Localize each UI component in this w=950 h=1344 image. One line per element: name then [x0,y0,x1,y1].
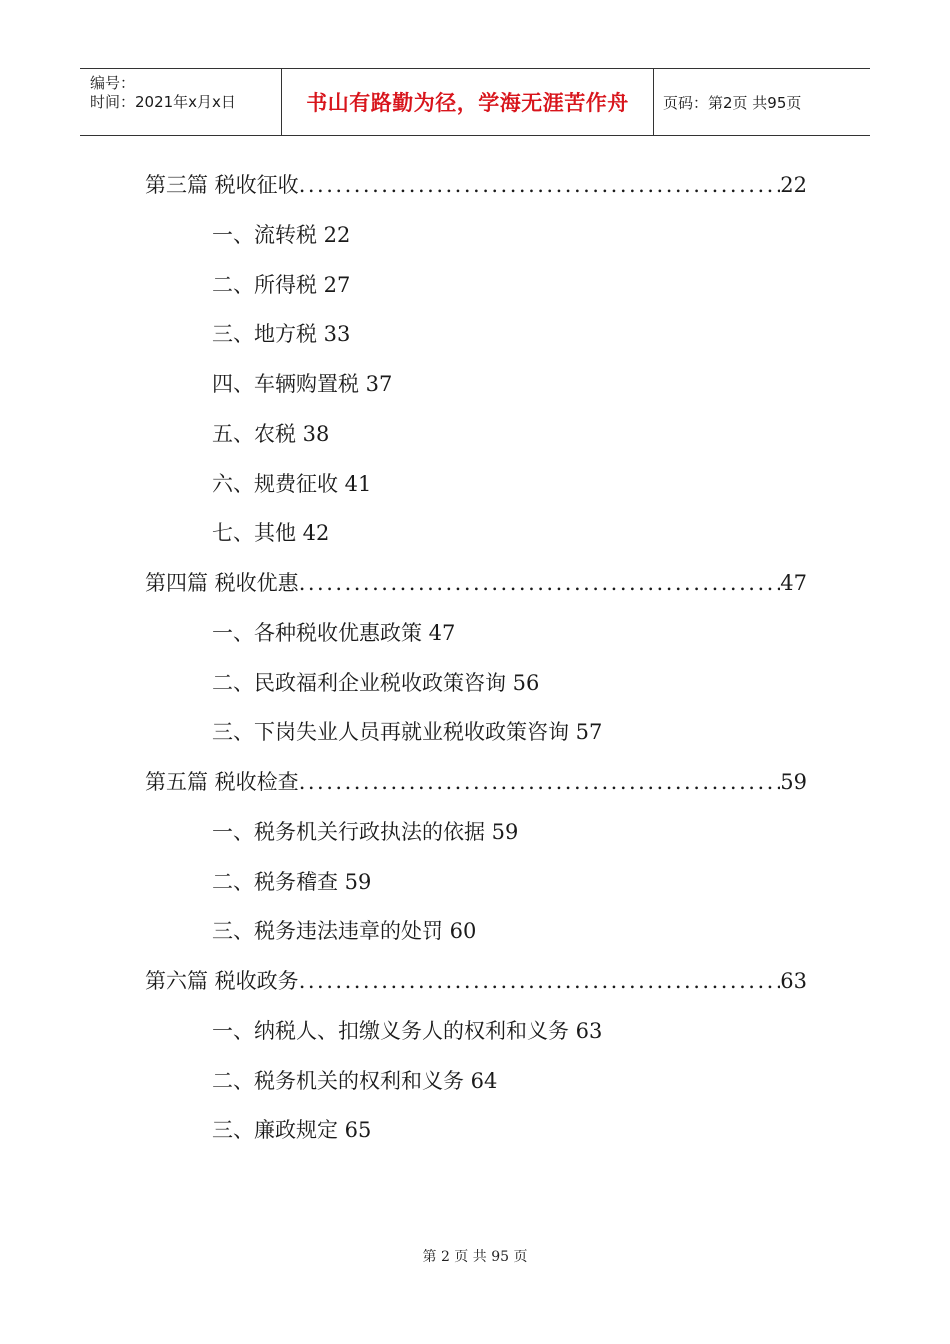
page-header [80,68,870,136]
toc-section-page: 47 [780,571,807,595]
toc-leader-dots [299,968,781,994]
toc-section-page: 22 [780,173,807,197]
header-page-info: 页码：第2页 共95页 [663,93,802,112]
toc-item[interactable]: 三、下岗失业人员再就业税收政策咨询 57 [212,720,603,744]
toc-section-4[interactable] [145,570,807,596]
header-meta [80,69,282,135]
toc-item[interactable]: 一、流转税 22 [212,223,351,247]
toc-section-title: 第四篇 税收优惠 [145,571,299,595]
header-page-info-cell [654,69,870,135]
toc-item[interactable]: 五、农税 38 [212,422,330,446]
header-motto-cell [282,69,654,135]
toc-item[interactable]: 一、各种税收优惠政策 47 [212,621,456,645]
header-number-label: 编号： [90,74,136,92]
toc-section-5[interactable] [145,769,807,795]
toc-section-page: 63 [780,969,807,993]
toc-item[interactable]: 六、规费征收 41 [212,472,372,496]
toc-section-page: 59 [780,770,807,794]
toc-item[interactable]: 三、税务违法违章的处罚 60 [212,919,477,943]
toc-section-title: 第三篇 税收征收 [145,173,299,197]
toc-item[interactable]: 二、税务机关的权利和义务 64 [212,1069,498,1093]
toc-leader-dots [299,172,781,198]
toc-section-title: 第五篇 税收检查 [145,770,299,794]
toc-item[interactable]: 一、纳税人、扣缴义务人的权利和义务 63 [212,1019,603,1043]
toc-item[interactable]: 二、民政福利企业税收政策咨询 56 [212,671,540,695]
toc-item[interactable]: 二、税务稽查 59 [212,870,372,894]
toc-item[interactable]: 四、车辆购置税 37 [212,372,393,396]
toc-item[interactable]: 一、税务机关行政执法的依据 59 [212,820,519,844]
toc-leader-dots [299,570,781,596]
header-motto: 书山有路勤为径，学海无涯苦作舟 [306,91,629,115]
header-time-label: 时间：2021年x月x日 [90,93,236,111]
page-footer: 第 2 页 共 95 页 [422,1249,528,1265]
toc-item[interactable]: 七、其他 42 [212,521,330,545]
toc-leader-dots [299,769,781,795]
toc-section-3[interactable] [145,172,807,198]
toc-section-6[interactable] [145,968,807,994]
toc-section-title: 第六篇 税收政务 [145,969,299,993]
toc-item[interactable]: 三、地方税 33 [212,322,351,346]
toc-item[interactable]: 二、所得税 27 [212,273,351,297]
toc-item[interactable]: 三、廉政规定 65 [212,1118,372,1142]
